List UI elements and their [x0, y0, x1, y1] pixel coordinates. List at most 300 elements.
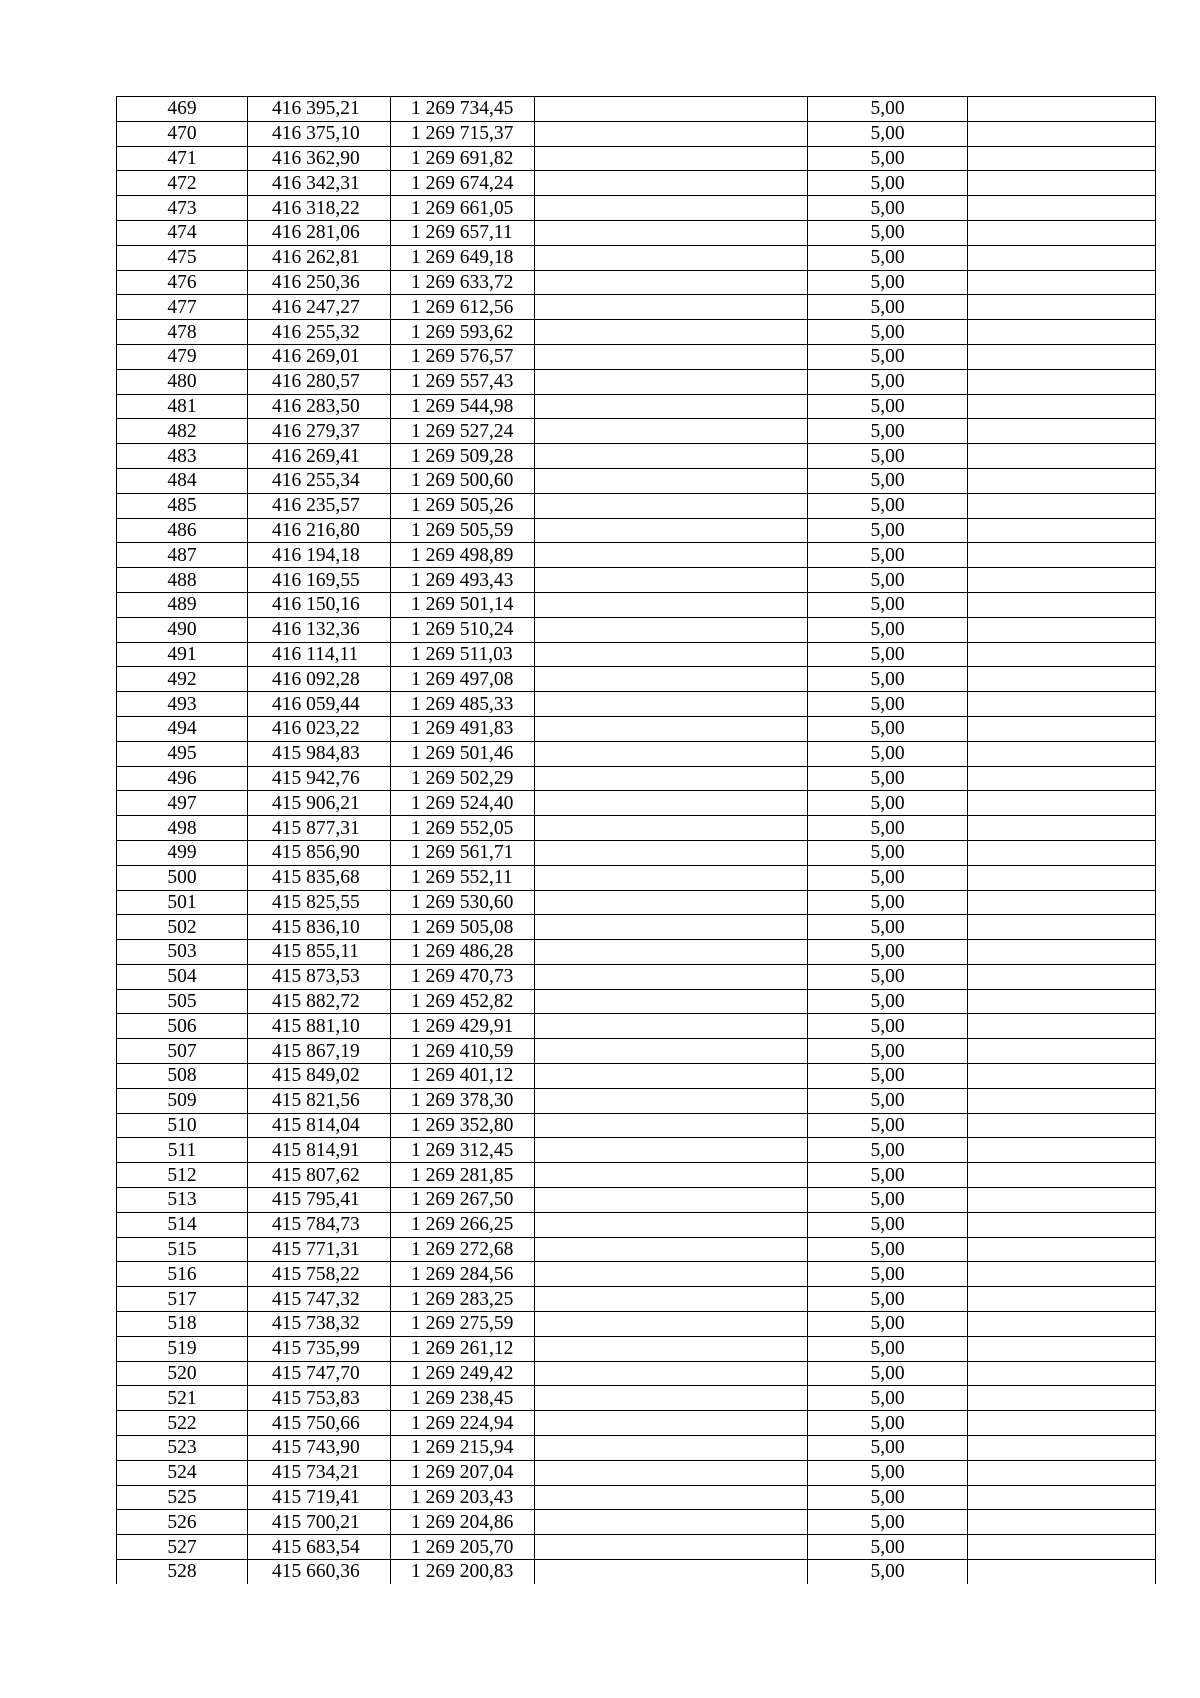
empty-cell — [968, 592, 1156, 617]
point-number-cell: 478 — [117, 320, 248, 345]
x-coordinate-cell: 415 984,83 — [248, 741, 391, 766]
empty-cell — [968, 568, 1156, 593]
distance-cell: 5,00 — [808, 468, 968, 493]
empty-cell — [968, 220, 1156, 245]
x-coordinate-cell: 415 849,02 — [248, 1064, 391, 1089]
empty-cell — [535, 419, 808, 444]
distance-cell: 5,00 — [808, 692, 968, 717]
empty-cell — [968, 97, 1156, 122]
distance-cell: 5,00 — [808, 1237, 968, 1262]
y-coordinate-cell: 1 269 266,25 — [391, 1212, 535, 1237]
table-row — [117, 468, 1156, 493]
point-number-cell: 509 — [117, 1088, 248, 1113]
point-number-cell: 502 — [117, 915, 248, 940]
empty-cell — [535, 692, 808, 717]
y-coordinate-cell: 1 269 485,33 — [391, 692, 535, 717]
point-number-cell: 501 — [117, 890, 248, 915]
y-coordinate-cell: 1 269 272,68 — [391, 1237, 535, 1262]
x-coordinate-cell: 415 836,10 — [248, 915, 391, 940]
distance-cell: 5,00 — [808, 97, 968, 122]
empty-cell — [535, 394, 808, 419]
x-coordinate-cell: 415 784,73 — [248, 1212, 391, 1237]
table-row — [117, 270, 1156, 295]
x-coordinate-cell: 416 194,18 — [248, 543, 391, 568]
distance-cell: 5,00 — [808, 766, 968, 791]
empty-cell — [535, 444, 808, 469]
point-number-cell: 480 — [117, 369, 248, 394]
distance-cell: 5,00 — [808, 1138, 968, 1163]
y-coordinate-cell: 1 269 378,30 — [391, 1088, 535, 1113]
y-coordinate-cell: 1 269 510,24 — [391, 617, 535, 642]
point-number-cell: 489 — [117, 592, 248, 617]
y-coordinate-cell: 1 269 576,57 — [391, 344, 535, 369]
point-number-cell: 523 — [117, 1436, 248, 1461]
empty-cell — [535, 97, 808, 122]
y-coordinate-cell: 1 269 249,42 — [391, 1361, 535, 1386]
empty-cell — [968, 295, 1156, 320]
empty-cell — [968, 1560, 1156, 1584]
x-coordinate-cell: 415 795,41 — [248, 1188, 391, 1213]
empty-cell — [535, 766, 808, 791]
empty-cell — [968, 1386, 1156, 1411]
empty-cell — [968, 419, 1156, 444]
empty-cell — [535, 220, 808, 245]
empty-cell — [535, 171, 808, 196]
empty-cell — [535, 518, 808, 543]
empty-cell — [968, 989, 1156, 1014]
y-coordinate-cell: 1 269 281,85 — [391, 1163, 535, 1188]
table-row — [117, 766, 1156, 791]
y-coordinate-cell: 1 269 561,71 — [391, 840, 535, 865]
x-coordinate-cell: 415 873,53 — [248, 964, 391, 989]
x-coordinate-cell: 415 750,66 — [248, 1411, 391, 1436]
empty-cell — [535, 369, 808, 394]
y-coordinate-cell: 1 269 261,12 — [391, 1336, 535, 1361]
y-coordinate-cell: 1 269 497,08 — [391, 667, 535, 692]
empty-cell — [535, 1163, 808, 1188]
empty-cell — [535, 1064, 808, 1089]
table-row — [117, 1560, 1156, 1584]
empty-cell — [535, 1560, 808, 1584]
y-coordinate-cell: 1 269 284,56 — [391, 1262, 535, 1287]
y-coordinate-cell: 1 269 215,94 — [391, 1436, 535, 1461]
distance-cell: 5,00 — [808, 1460, 968, 1485]
y-coordinate-cell: 1 269 275,59 — [391, 1312, 535, 1337]
x-coordinate-cell: 416 150,16 — [248, 592, 391, 617]
point-number-cell: 510 — [117, 1113, 248, 1138]
distance-cell: 5,00 — [808, 444, 968, 469]
empty-cell — [968, 1460, 1156, 1485]
empty-cell — [968, 493, 1156, 518]
table-row — [117, 989, 1156, 1014]
empty-cell — [535, 1460, 808, 1485]
y-coordinate-cell: 1 269 552,11 — [391, 865, 535, 890]
table-row — [117, 1411, 1156, 1436]
x-coordinate-cell: 415 855,11 — [248, 940, 391, 965]
empty-cell — [968, 1014, 1156, 1039]
y-coordinate-cell: 1 269 224,94 — [391, 1411, 535, 1436]
y-coordinate-cell: 1 269 544,98 — [391, 394, 535, 419]
empty-cell — [968, 320, 1156, 345]
empty-cell — [968, 1312, 1156, 1337]
distance-cell: 5,00 — [808, 940, 968, 965]
empty-cell — [535, 1485, 808, 1510]
distance-cell: 5,00 — [808, 1535, 968, 1560]
empty-cell — [968, 642, 1156, 667]
x-coordinate-cell: 416 235,57 — [248, 493, 391, 518]
x-coordinate-cell: 415 660,36 — [248, 1560, 391, 1584]
point-number-cell: 496 — [117, 766, 248, 791]
y-coordinate-cell: 1 269 612,56 — [391, 295, 535, 320]
y-coordinate-cell: 1 269 509,28 — [391, 444, 535, 469]
y-coordinate-cell: 1 269 200,83 — [391, 1560, 535, 1584]
empty-cell — [535, 741, 808, 766]
x-coordinate-cell: 416 216,80 — [248, 518, 391, 543]
table-row — [117, 568, 1156, 593]
table-row — [117, 1535, 1156, 1560]
point-number-cell: 515 — [117, 1237, 248, 1262]
point-number-cell: 499 — [117, 840, 248, 865]
empty-cell — [968, 1113, 1156, 1138]
distance-cell: 5,00 — [808, 493, 968, 518]
y-coordinate-cell: 1 269 524,40 — [391, 791, 535, 816]
table-row — [117, 865, 1156, 890]
empty-cell — [968, 468, 1156, 493]
y-coordinate-cell: 1 269 238,45 — [391, 1386, 535, 1411]
table-row — [117, 543, 1156, 568]
empty-cell — [968, 1535, 1156, 1560]
x-coordinate-cell: 416 269,41 — [248, 444, 391, 469]
y-coordinate-cell: 1 269 505,26 — [391, 493, 535, 518]
point-number-cell: 470 — [117, 121, 248, 146]
table-row — [117, 617, 1156, 642]
table-row — [117, 320, 1156, 345]
empty-cell — [968, 890, 1156, 915]
x-coordinate-cell: 416 132,36 — [248, 617, 391, 642]
distance-cell: 5,00 — [808, 1411, 968, 1436]
empty-cell — [968, 1510, 1156, 1535]
distance-cell: 5,00 — [808, 592, 968, 617]
point-number-cell: 490 — [117, 617, 248, 642]
distance-cell: 5,00 — [808, 840, 968, 865]
table-row — [117, 716, 1156, 741]
distance-cell: 5,00 — [808, 121, 968, 146]
empty-cell — [535, 617, 808, 642]
table-row — [117, 1188, 1156, 1213]
table-row — [117, 518, 1156, 543]
table-row — [117, 1436, 1156, 1461]
x-coordinate-cell: 416 280,57 — [248, 369, 391, 394]
y-coordinate-cell: 1 269 505,08 — [391, 915, 535, 940]
empty-cell — [535, 344, 808, 369]
x-coordinate-cell: 415 814,04 — [248, 1113, 391, 1138]
table-row — [117, 1212, 1156, 1237]
table-row — [117, 592, 1156, 617]
table-row — [117, 816, 1156, 841]
point-number-cell: 491 — [117, 642, 248, 667]
empty-cell — [968, 1237, 1156, 1262]
point-number-cell: 477 — [117, 295, 248, 320]
distance-cell: 5,00 — [808, 1386, 968, 1411]
x-coordinate-cell: 415 877,31 — [248, 816, 391, 841]
y-coordinate-cell: 1 269 500,60 — [391, 468, 535, 493]
x-coordinate-cell: 415 753,83 — [248, 1386, 391, 1411]
distance-cell: 5,00 — [808, 1163, 968, 1188]
empty-cell — [535, 121, 808, 146]
empty-cell — [968, 1064, 1156, 1089]
empty-cell — [968, 964, 1156, 989]
y-coordinate-cell: 1 269 530,60 — [391, 890, 535, 915]
x-coordinate-cell: 415 771,31 — [248, 1237, 391, 1262]
table-row — [117, 1485, 1156, 1510]
y-coordinate-cell: 1 269 501,46 — [391, 741, 535, 766]
empty-cell — [535, 196, 808, 221]
empty-cell — [968, 121, 1156, 146]
empty-cell — [535, 1386, 808, 1411]
empty-cell — [968, 369, 1156, 394]
point-number-cell: 472 — [117, 171, 248, 196]
empty-cell — [968, 394, 1156, 419]
table-row — [117, 1460, 1156, 1485]
x-coordinate-cell: 416 269,01 — [248, 344, 391, 369]
distance-cell: 5,00 — [808, 791, 968, 816]
x-coordinate-cell: 416 092,28 — [248, 667, 391, 692]
point-number-cell: 511 — [117, 1138, 248, 1163]
empty-cell — [968, 543, 1156, 568]
distance-cell: 5,00 — [808, 419, 968, 444]
point-number-cell: 493 — [117, 692, 248, 717]
empty-cell — [968, 1287, 1156, 1312]
table-row — [117, 1039, 1156, 1064]
empty-cell — [968, 617, 1156, 642]
point-number-cell: 525 — [117, 1485, 248, 1510]
empty-cell — [535, 989, 808, 1014]
point-number-cell: 471 — [117, 146, 248, 171]
table-row — [117, 964, 1156, 989]
table-row — [117, 220, 1156, 245]
table-row — [117, 1336, 1156, 1361]
y-coordinate-cell: 1 269 552,05 — [391, 816, 535, 841]
empty-cell — [968, 344, 1156, 369]
point-number-cell: 507 — [117, 1039, 248, 1064]
y-coordinate-cell: 1 269 493,43 — [391, 568, 535, 593]
empty-cell — [968, 196, 1156, 221]
empty-cell — [535, 816, 808, 841]
empty-cell — [968, 667, 1156, 692]
y-coordinate-cell: 1 269 470,73 — [391, 964, 535, 989]
x-coordinate-cell: 416 059,44 — [248, 692, 391, 717]
point-number-cell: 484 — [117, 468, 248, 493]
x-coordinate-cell: 415 683,54 — [248, 1535, 391, 1560]
empty-cell — [535, 468, 808, 493]
x-coordinate-cell: 416 262,81 — [248, 245, 391, 270]
empty-cell — [535, 840, 808, 865]
empty-cell — [968, 692, 1156, 717]
y-coordinate-cell: 1 269 633,72 — [391, 270, 535, 295]
point-number-cell: 518 — [117, 1312, 248, 1337]
distance-cell: 5,00 — [808, 1014, 968, 1039]
empty-cell — [535, 1510, 808, 1535]
point-number-cell: 475 — [117, 245, 248, 270]
point-number-cell: 479 — [117, 344, 248, 369]
table-row — [117, 444, 1156, 469]
distance-cell: 5,00 — [808, 1088, 968, 1113]
x-coordinate-cell: 415 734,21 — [248, 1460, 391, 1485]
table-row — [117, 1163, 1156, 1188]
empty-cell — [968, 1138, 1156, 1163]
empty-cell — [968, 816, 1156, 841]
distance-cell: 5,00 — [808, 964, 968, 989]
distance-cell: 5,00 — [808, 344, 968, 369]
empty-cell — [968, 1212, 1156, 1237]
y-coordinate-cell: 1 269 511,03 — [391, 642, 535, 667]
distance-cell: 5,00 — [808, 816, 968, 841]
y-coordinate-cell: 1 269 498,89 — [391, 543, 535, 568]
empty-cell — [968, 1188, 1156, 1213]
point-number-cell: 474 — [117, 220, 248, 245]
point-number-cell: 483 — [117, 444, 248, 469]
empty-cell — [535, 493, 808, 518]
empty-cell — [535, 1039, 808, 1064]
table-row — [117, 1287, 1156, 1312]
y-coordinate-cell: 1 269 661,05 — [391, 196, 535, 221]
table-row — [117, 419, 1156, 444]
table-row — [117, 1510, 1156, 1535]
y-coordinate-cell: 1 269 527,24 — [391, 419, 535, 444]
y-coordinate-cell: 1 269 557,43 — [391, 369, 535, 394]
x-coordinate-cell: 416 169,55 — [248, 568, 391, 593]
x-coordinate-cell: 415 738,32 — [248, 1312, 391, 1337]
empty-cell — [968, 171, 1156, 196]
distance-cell: 5,00 — [808, 1510, 968, 1535]
x-coordinate-cell: 416 318,22 — [248, 196, 391, 221]
x-coordinate-cell: 415 942,76 — [248, 766, 391, 791]
table-row — [117, 1088, 1156, 1113]
point-number-cell: 528 — [117, 1560, 248, 1584]
point-number-cell: 526 — [117, 1510, 248, 1535]
distance-cell: 5,00 — [808, 716, 968, 741]
y-coordinate-cell: 1 269 649,18 — [391, 245, 535, 270]
distance-cell: 5,00 — [808, 989, 968, 1014]
point-number-cell: 527 — [117, 1535, 248, 1560]
point-number-cell: 487 — [117, 543, 248, 568]
x-coordinate-cell: 416 255,32 — [248, 320, 391, 345]
distance-cell: 5,00 — [808, 394, 968, 419]
empty-cell — [535, 1113, 808, 1138]
empty-cell — [535, 1336, 808, 1361]
x-coordinate-cell: 415 735,99 — [248, 1336, 391, 1361]
empty-cell — [968, 1039, 1156, 1064]
x-coordinate-cell: 415 867,19 — [248, 1039, 391, 1064]
point-number-cell: 508 — [117, 1064, 248, 1089]
x-coordinate-cell: 416 247,27 — [248, 295, 391, 320]
point-number-cell: 505 — [117, 989, 248, 1014]
empty-cell — [968, 741, 1156, 766]
y-coordinate-cell: 1 269 410,59 — [391, 1039, 535, 1064]
table-row — [117, 741, 1156, 766]
x-coordinate-cell: 415 881,10 — [248, 1014, 391, 1039]
distance-cell: 5,00 — [808, 1212, 968, 1237]
empty-cell — [968, 766, 1156, 791]
table-row — [117, 1262, 1156, 1287]
table-row — [117, 1064, 1156, 1089]
distance-cell: 5,00 — [808, 245, 968, 270]
empty-cell — [535, 1312, 808, 1337]
y-coordinate-cell: 1 269 267,50 — [391, 1188, 535, 1213]
empty-cell — [968, 1411, 1156, 1436]
table-row — [117, 493, 1156, 518]
y-coordinate-cell: 1 269 486,28 — [391, 940, 535, 965]
distance-cell: 5,00 — [808, 915, 968, 940]
empty-cell — [968, 716, 1156, 741]
distance-cell: 5,00 — [808, 741, 968, 766]
empty-cell — [535, 1212, 808, 1237]
point-number-cell: 485 — [117, 493, 248, 518]
distance-cell: 5,00 — [808, 667, 968, 692]
empty-cell — [968, 518, 1156, 543]
coordinates-table — [116, 96, 1156, 1584]
x-coordinate-cell: 416 395,21 — [248, 97, 391, 122]
distance-cell: 5,00 — [808, 1064, 968, 1089]
distance-cell: 5,00 — [808, 1287, 968, 1312]
y-coordinate-cell: 1 269 429,91 — [391, 1014, 535, 1039]
distance-cell: 5,00 — [808, 1336, 968, 1361]
empty-cell — [535, 270, 808, 295]
table-row — [117, 915, 1156, 940]
distance-cell: 5,00 — [808, 543, 968, 568]
empty-cell — [535, 890, 808, 915]
distance-cell: 5,00 — [808, 369, 968, 394]
distance-cell: 5,00 — [808, 1188, 968, 1213]
empty-cell — [968, 245, 1156, 270]
point-number-cell: 486 — [117, 518, 248, 543]
empty-cell — [535, 1237, 808, 1262]
x-coordinate-cell: 415 856,90 — [248, 840, 391, 865]
empty-cell — [535, 915, 808, 940]
distance-cell: 5,00 — [808, 196, 968, 221]
empty-cell — [968, 1088, 1156, 1113]
empty-cell — [968, 1163, 1156, 1188]
empty-cell — [968, 1436, 1156, 1461]
empty-cell — [968, 1361, 1156, 1386]
table-row — [117, 1361, 1156, 1386]
distance-cell: 5,00 — [808, 220, 968, 245]
distance-cell: 5,00 — [808, 568, 968, 593]
y-coordinate-cell: 1 269 505,59 — [391, 518, 535, 543]
table-row — [117, 940, 1156, 965]
y-coordinate-cell: 1 269 452,82 — [391, 989, 535, 1014]
table-row — [117, 369, 1156, 394]
table-row — [117, 1237, 1156, 1262]
point-number-cell: 524 — [117, 1460, 248, 1485]
table-row — [117, 667, 1156, 692]
table-row — [117, 642, 1156, 667]
x-coordinate-cell: 415 807,62 — [248, 1163, 391, 1188]
point-number-cell: 512 — [117, 1163, 248, 1188]
distance-cell: 5,00 — [808, 1312, 968, 1337]
table-row — [117, 692, 1156, 717]
y-coordinate-cell: 1 269 657,11 — [391, 220, 535, 245]
x-coordinate-cell: 415 758,22 — [248, 1262, 391, 1287]
x-coordinate-cell: 415 743,90 — [248, 1436, 391, 1461]
empty-cell — [535, 146, 808, 171]
distance-cell: 5,00 — [808, 1113, 968, 1138]
x-coordinate-cell: 416 362,90 — [248, 146, 391, 171]
y-coordinate-cell: 1 269 203,43 — [391, 1485, 535, 1510]
empty-cell — [535, 1436, 808, 1461]
y-coordinate-cell: 1 269 491,83 — [391, 716, 535, 741]
empty-cell — [968, 270, 1156, 295]
